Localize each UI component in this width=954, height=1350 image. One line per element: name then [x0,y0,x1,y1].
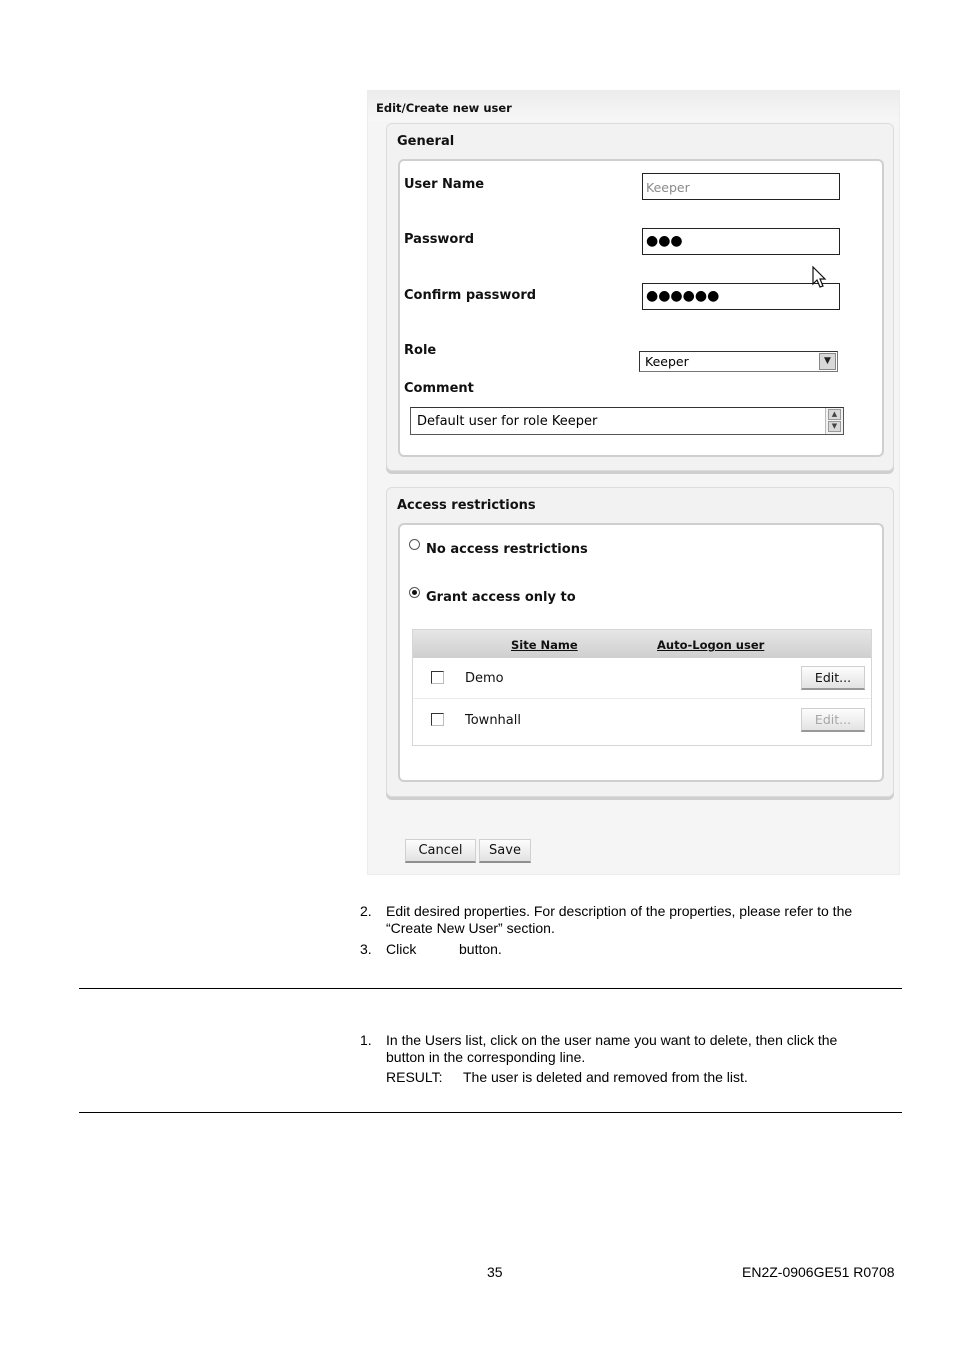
user-name-field[interactable]: Keeper [642,173,840,200]
edit-user-dialog-screenshot [367,90,900,875]
edit-button-townhall: Edit... [801,708,865,732]
general-panel-body [398,159,884,457]
result-label: RESULT: [386,1069,443,1085]
step-3-button: button. [459,941,502,957]
step-3-click: Click [386,941,417,957]
column-auto-logon-user[interactable]: Auto-Logon user [657,638,765,652]
dialog-title: Edit/Create new user [368,91,899,121]
column-site-name[interactable]: Site Name [511,638,578,652]
step-2-number: 2. [360,903,372,919]
no-restrictions-radio[interactable] [409,539,420,550]
divider [79,1112,902,1113]
site-checkbox-demo[interactable] [431,671,444,684]
grant-access-label[interactable]: Grant access only to [426,590,576,605]
site-name-townhall: Townhall [465,713,521,728]
site-name-demo: Demo [465,671,504,686]
result-text: The user is deleted and removed from the list. [463,1069,748,1085]
grant-access-radio[interactable] [409,587,420,598]
general-panel [386,123,894,471]
page-number: 35 [487,1264,503,1280]
comment-label: Comment [404,381,474,396]
site-access-table [412,629,872,746]
comment-field[interactable] [410,407,844,435]
confirm-password-field[interactable]: ●●●●●● [642,283,840,310]
general-panel-title: General [397,134,455,149]
access-panel-title: Access restrictions [397,498,536,513]
password-field[interactable]: ●●● [642,228,840,255]
role-label: Role [404,343,437,358]
step-3-number: 3. [360,941,372,957]
table-header [413,630,871,658]
divider [79,988,902,989]
step-2-text-line2: “Create New User” section. [386,920,555,936]
delete-step-1-line2: button in the corresponding line. [386,1049,586,1065]
site-checkbox-townhall[interactable] [431,713,444,726]
document-code: EN2Z-0906GE51 R0708 [742,1264,895,1280]
role-select-value: Keeper [645,354,689,369]
delete-step-1-line1: In the Users list, click on the user name you want to delete, then click the [386,1032,838,1048]
table-row [413,700,871,741]
table-row [413,658,871,699]
scroll-up-icon[interactable]: ▲ [828,409,841,420]
no-restrictions-label[interactable]: No access restrictions [426,542,588,557]
role-select[interactable] [639,351,838,372]
chevron-down-icon[interactable]: ▼ [819,353,836,370]
comment-value: Default user for role Keeper [417,414,598,429]
mouse-pointer-icon [812,266,828,290]
comment-scroll-buttons[interactable] [825,408,843,434]
user-name-label: User Name [404,177,485,192]
delete-step-1-number: 1. [360,1032,372,1048]
edit-button-demo[interactable]: Edit... [801,666,865,690]
confirm-password-label: Confirm password [404,288,537,303]
cancel-button[interactable]: Cancel [405,839,476,863]
password-label: Password [404,232,475,247]
save-button[interactable]: Save [479,839,531,863]
step-2-text-line1: Edit desired properties. For description of the properties, please refer to the [386,903,853,919]
scroll-down-icon[interactable]: ▼ [828,421,841,432]
